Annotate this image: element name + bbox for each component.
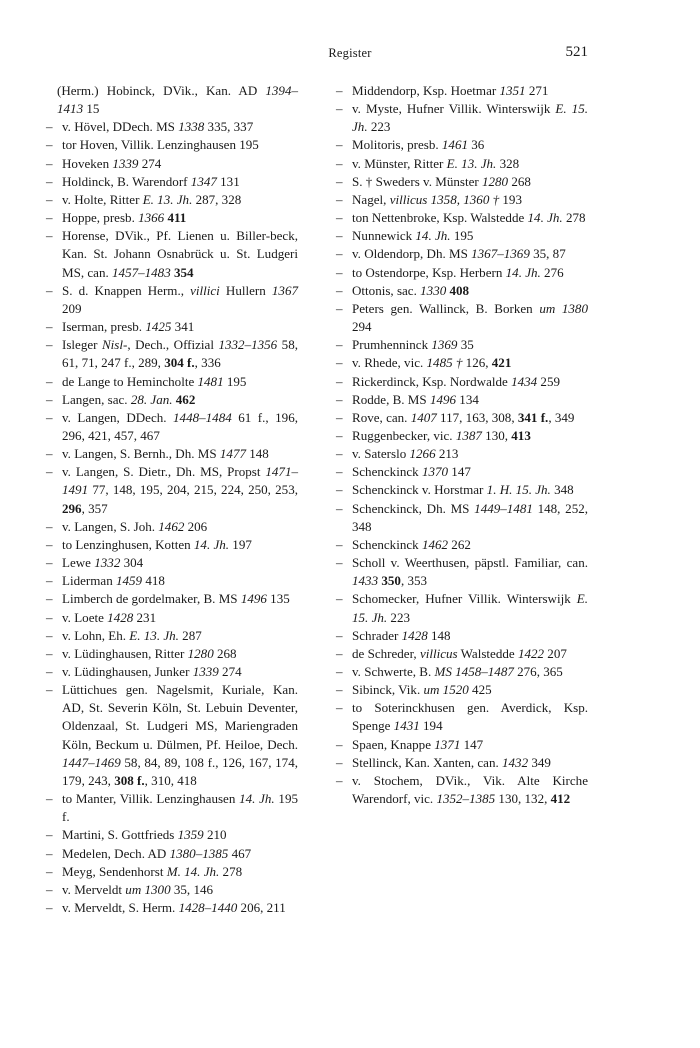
index-entry [44,118,298,136]
entry-text: Middendorp, Ksp. Hoetmar 1351 271 [352,83,549,98]
entry-text: v. Lohn, Eh. E. 13. Jh. 287 [62,627,202,643]
entry-text: to Soterinckhusen gen. Averdick, Ksp. Spenge 1431 194 [352,700,588,734]
index-entry [44,536,298,554]
entry-dash: – [46,863,53,879]
entry-dash: – [46,409,53,425]
entry-dash: – [336,464,343,480]
entry-dash: – [336,264,343,280]
entry-dash: – [336,446,343,462]
entry-dash: – [336,536,343,552]
entry-text: v. Holte, Ritter E. 13. Jh. 287, 328 [62,191,242,207]
index-entry [334,136,588,154]
entry-dash: – [336,355,343,371]
index-entry [44,136,298,154]
entry-dash: – [46,137,53,153]
entry-text: v. Merveldt, S. Herm. 1428–1440 206, 211 [62,900,286,916]
index-entry [44,445,298,463]
index-entry [334,100,588,136]
index-entry [44,663,298,681]
index-entry [44,227,298,281]
entry-text: Sibinck, Vik. um 1520 425 [352,682,492,698]
entry-dash: – [336,409,343,425]
entry-text: v. Myste, Hufner Villik. Winterswijk E. 15. Jh. 223 [352,101,588,135]
entry-dash: – [336,627,343,643]
index-entry [334,699,588,735]
index-entry [44,681,298,790]
entry-dash: – [336,700,343,716]
index-entry [334,645,588,663]
entry-text: v. Schwerte, B. MS 1458–1487 276, 365 [352,664,563,679]
entry-text: Spaen, Knappe 1371 147 [352,736,484,752]
index-entry [334,772,588,808]
index-entry [334,590,588,626]
page-header [0,44,700,64]
index-entry [44,572,298,590]
entry-dash: – [46,645,53,661]
entry-dash: – [336,137,343,153]
index-entry [44,881,298,899]
entry-dash: – [336,664,343,679]
entry-text: to Ostendorpe, Ksp. Herbern 14. Jh. 276 [352,264,564,280]
entry-dash: – [46,536,53,552]
entry-dash: – [336,228,343,244]
index-entry [334,82,588,100]
entry-text: Schenckinck 1370 147 [352,464,471,480]
entry-text: v. Rhede, vic. 1485 † 126, 421 [352,355,512,371]
index-entry [44,391,298,409]
index-entry [334,681,588,699]
index-entry [44,899,298,917]
entry-dash: – [336,246,343,262]
index-entry [44,790,298,826]
running-title: Register [328,46,372,60]
entry-text: v. Oldendorp, Dh. MS 1367–1369 35, 87 [352,246,566,262]
entry-dash: – [336,736,343,752]
entry-dash: – [46,627,53,643]
entry-text: Nagel, villicus 1358, 1360 † 193 [352,191,522,207]
index-entry [334,391,588,409]
index-entry [44,409,298,445]
entry-text: v. Münster, Ritter E. 13. Jh. 328 [352,155,520,171]
entry-text: Peters gen. Wallinck, B. Borken um 1380 294 [352,300,588,335]
entry-dash: – [336,101,343,117]
entry-dash: – [336,191,343,207]
entry-text: v. Loete 1428 231 [62,609,157,625]
index-entry [334,354,588,372]
index-entry [334,264,588,282]
entry-dash: – [336,300,343,316]
index-entry [334,445,588,463]
entry-text: Molitoris, presb. 1461 36 [352,137,485,153]
entry-text: Rove, can. 1407 117, 163, 308, 341 f., 349 [352,409,575,425]
entry-dash: – [336,682,343,698]
entry-text: Meyg, Sendenhorst M. 14. Jh. 278 [62,863,243,879]
entry-dash: – [46,591,53,607]
entry-dash: – [46,210,53,226]
entry-dash: – [46,682,53,698]
entry-dash: – [46,391,53,407]
entry-text: v. Saterslo 1266 213 [352,446,459,462]
entry-dash: – [336,772,343,788]
index-entry [44,554,298,572]
index-entry [44,845,298,863]
entry-dash: – [46,319,53,335]
index-entry [334,173,588,191]
entry-text: Schenckinck 1462 262 [352,536,471,552]
entry-text: de Schreder, villicus Walstedde 1422 207 [352,645,567,661]
entry-text: Langen, sac. 28. Jan. 462 [62,391,196,407]
entry-dash: – [336,391,343,407]
index-entry [334,500,588,536]
entry-dash: – [336,754,343,770]
entry-text: Schenckinck, Dh. MS 1449–1481 148, 252, 348 [352,500,589,534]
entry-text: Limberch de gordelmaker, B. MS 1496 135 [62,591,290,607]
entry-dash: – [336,173,343,189]
index-entry [334,373,588,391]
entry-dash: – [46,555,53,571]
entry-text: Rodde, B. MS 1496 134 [352,391,479,407]
entry-dash: – [46,518,53,534]
entry-text: tor Hoven, Villik. Lenzinghausen 195 [62,137,259,153]
entry-text: S. d. Knappen Herm., villici Hullern 1367 209 [62,282,298,316]
entry-dash: – [46,155,53,171]
index-entry [44,209,298,227]
entry-text: Rickerdinck, Ksp. Nordwalde 1434 259 [352,373,560,389]
entry-text: Schrader 1428 148 [352,627,451,643]
entry-dash: – [46,900,53,916]
entry-text: Hoveken 1339 274 [62,155,162,171]
entry-dash: – [46,609,53,625]
index-entry [44,826,298,844]
entry-dash: – [46,282,53,298]
entry-text: Prumhenninck 1369 35 [352,337,474,353]
entry-text: S. † Sweders v. Münster 1280 268 [352,173,531,189]
entry-dash: – [336,591,343,607]
entry-text: Schenckinck v. Horstmar 1. H. 15. Jh. 348 [352,482,574,498]
index-entry [44,518,298,536]
index-entry [334,227,588,245]
index-entry [334,463,588,481]
entry-dash: – [336,645,343,661]
entry-text: v. Merveldt um 1300 35, 146 [62,881,214,897]
index-entry [334,754,588,772]
index-entry [334,627,588,645]
index-entry [44,173,298,191]
entry-text: to Lenzinghusen, Kotten 14. Jh. 197 [62,536,252,552]
index-entry [334,536,588,554]
entry-text: v. Stochem, DVik., Vik. Alte Kirche Warendorf, vic. 1352–1385 130, 132, 412 [352,772,588,807]
entry-text: Lüttichues gen. Nagelsmit, Kuriale, Kan. AD, St. Severin Köln, St. Lebuin Deventer, Oldenzaal, St. Ludgeri MS, Mariengraden Köln, Beckum u. Dülmen, Pf. Heiloe, Dech. 1447–1469 58, 84, 89, 108 f., 126, 167, 174, 179, 243, 308 f., 310, 418 [62,682,298,788]
entry-dash: – [46,337,53,353]
entry-dash: – [46,881,53,897]
entry-text: to Manter, Villik. Lenzinghausen 14. Jh. 195 f. [62,791,298,825]
index-column-right [334,82,588,808]
entry-dash: – [46,845,53,861]
entry-dash: – [46,573,53,589]
entry-text: Lewe 1332 304 [62,555,144,571]
index-entry [334,282,588,300]
entry-text: Liderman 1459 418 [62,573,165,589]
index-entry [44,609,298,627]
index-entry [334,554,588,590]
entry-text: Hoppe, presb. 1366 411 [62,210,187,226]
index-entry [334,245,588,263]
entry-dash: – [46,664,53,679]
entry-text: de Lange to Hemincholte 1481 195 [62,373,247,389]
entry-text: Horense, DVik., Pf. Lienen u. Biller-beck, Kan. St. Johann Osnabrück u. St. Ludgeri MS, can. 1457–1483 354 [62,228,298,280]
entry-dash: – [46,173,53,189]
entry-dash: – [336,155,343,171]
index-entry [334,427,588,445]
index-entry [44,282,298,318]
entry-text: Nunnewick 14. Jh. 195 [352,228,474,244]
entry-text: Ruggenbecker, vic. 1387 130, 413 [352,427,531,443]
entry-text: Ottonis, sac. 1330 408 [352,282,470,298]
index-column-left [44,82,298,917]
index-entry [44,373,298,391]
index-entry [334,191,588,209]
entry-dash: – [336,83,343,98]
entry-text: Stellinck, Kan. Xanten, can. 1432 349 [352,754,551,770]
entry-text: v. Langen, S. Joh. 1462 206 [62,518,208,534]
index-entry [44,627,298,645]
entry-text: Martini, S. Gottfrieds 1359 210 [62,827,227,843]
entry-dash: – [336,555,343,571]
entry-dash: – [336,427,343,443]
index-entry [334,409,588,427]
entry-text: Holdinck, B. Warendorf 1347 131 [62,173,240,189]
entry-dash: – [336,210,343,226]
entry-text: v. Lüdinghausen, Ritter 1280 268 [62,645,237,661]
entry-dash: – [46,119,53,135]
entry-text: Iserman, presb. 1425 341 [62,319,195,335]
index-entry [334,209,588,227]
index-entry [334,300,588,336]
index-entry [44,645,298,663]
entry-dash: – [336,500,343,516]
entry-dash: – [46,827,53,843]
entry-dash: – [336,337,343,353]
entry-text: v. Lüdinghausen, Junker 1339 274 [62,664,242,679]
entry-text: Scholl v. Weerthusen, päpstl. Familiar, can. 1433 350, 353 [352,555,588,589]
index-entry [334,736,588,754]
entry-text: v. Hövel, DDech. MS 1338 335, 337 [62,119,254,135]
index-entry [334,155,588,173]
index-entry [44,155,298,173]
page-number: 521 [565,44,588,60]
index-entry [334,336,588,354]
entry-text: v. Langen, S. Dietr., Dh. MS, Propst 1471–1491 77, 148, 195, 204, 215, 224, 250, 253, 296, 357 [62,464,298,516]
entry-text: (Herm.) Hobinck, DVik., Kan. AD 1394–1413 15 [57,83,298,117]
index-entry [334,481,588,499]
index-entry [44,863,298,881]
index-entry [44,590,298,608]
index-entry [44,336,298,372]
entry-text: Schomecker, Hufner Villik. Winterswijk E. 15. Jh. 223 [352,591,588,625]
entry-text: Isleger Nisl-, Dech., Offizial 1332–1356 58, 61, 71, 247 f., 289, 304 f., 336 [62,337,298,371]
entry-dash: – [46,446,53,462]
entry-dash: – [336,282,343,298]
entry-dash: – [46,791,53,807]
index-entry [44,191,298,209]
entry-dash: – [46,191,53,207]
entry-text: ton Nettenbroke, Ksp. Walstedde 14. Jh. 278 [352,210,586,226]
entry-dash: – [46,373,53,389]
entry-text: v. Langen, DDech. 1448–1484 61 f., 196, 296, 421, 457, 467 [62,409,298,443]
entry-dash: – [46,228,53,244]
index-entry [44,463,298,517]
entry-dash: – [336,373,343,389]
index-entry [334,663,588,681]
entry-text: Medelen, Dech. AD 1380–1385 467 [62,845,252,861]
entry-dash: – [46,464,53,480]
index-entry [44,82,298,118]
entry-text: v. Langen, S. Bernh., Dh. MS 1477 148 [62,446,269,462]
index-entry [44,318,298,336]
entry-dash: – [336,482,343,498]
